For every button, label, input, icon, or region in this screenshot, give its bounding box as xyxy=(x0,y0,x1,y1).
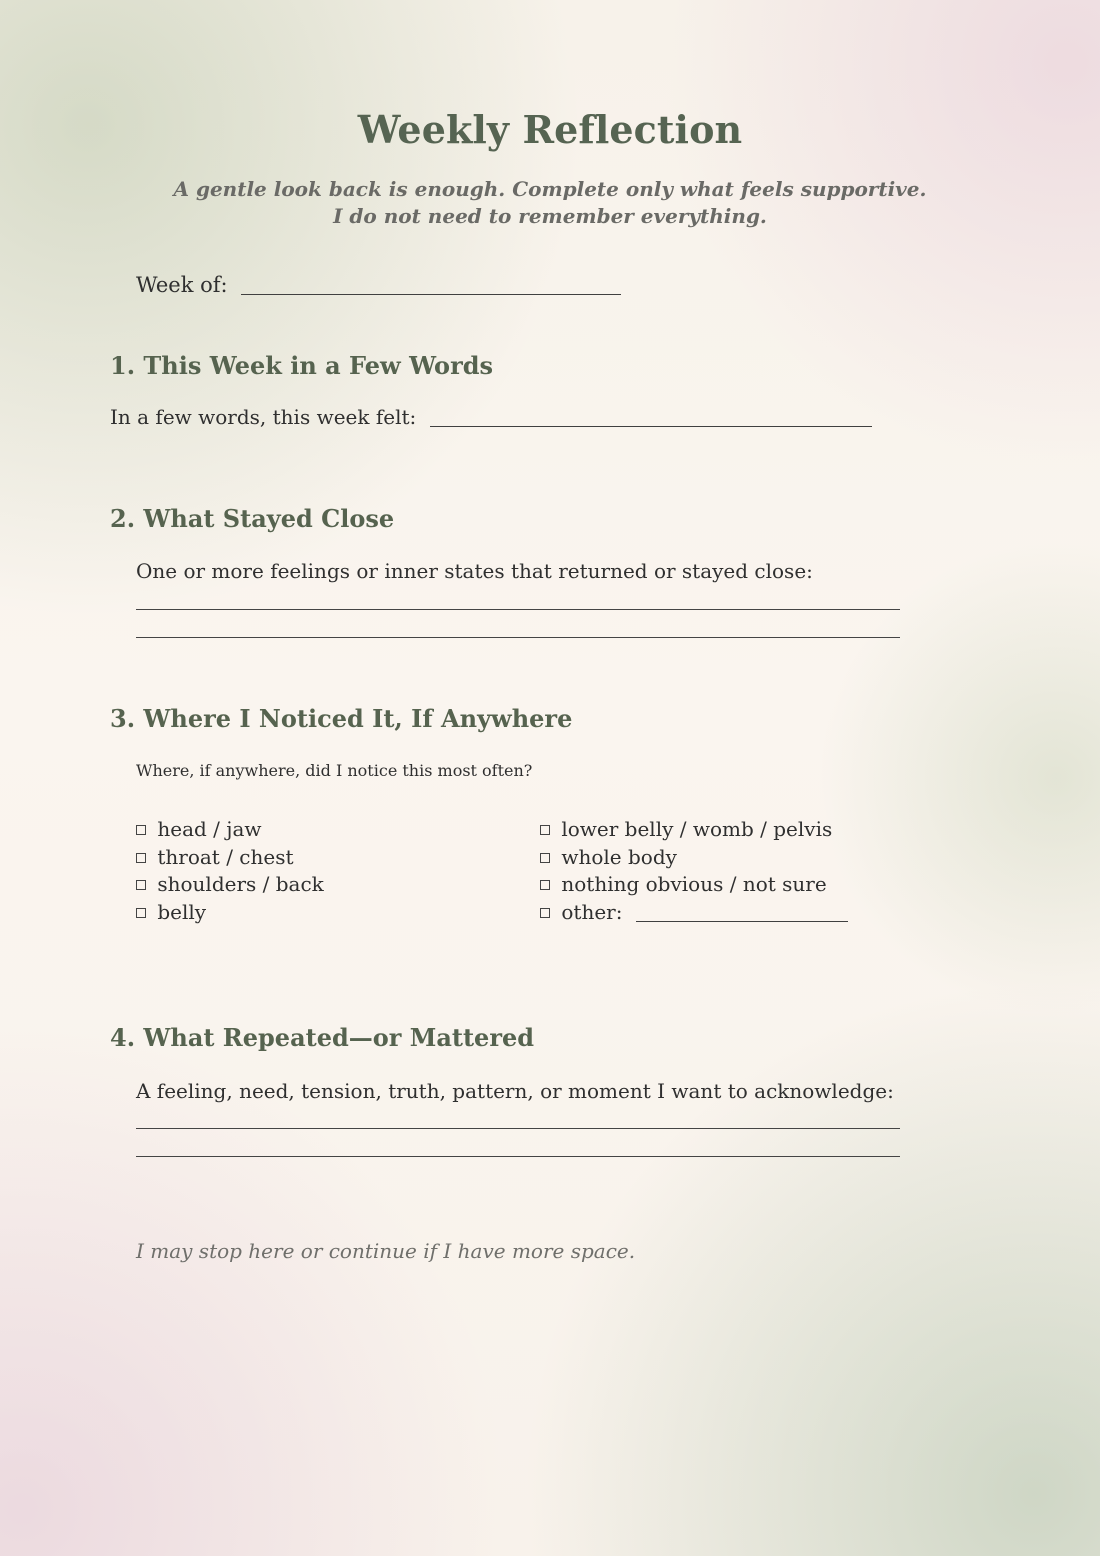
week-of-fill-line[interactable] xyxy=(241,276,621,295)
section-2-writing-line-1[interactable] xyxy=(136,609,900,610)
section-2-writing-line-2[interactable] xyxy=(136,637,900,638)
option-whole-body[interactable] xyxy=(540,844,960,872)
option-label: lower belly / womb / pelvis xyxy=(561,817,833,841)
option-label: other: xyxy=(561,899,623,924)
section-4-prompt: A feeling, need, tension, truth, pattern, or moment I want to acknowledge: xyxy=(136,1079,894,1103)
other-fill-line[interactable] xyxy=(636,903,848,922)
subtitle-line-1: A gentle look back is enough. Complete only what feels supportive. xyxy=(173,177,927,201)
section-3-options-right xyxy=(540,816,960,926)
checkbox-icon[interactable] xyxy=(136,908,146,918)
section-3-prompt: Where, if anywhere, did I notice this most often? xyxy=(136,761,533,780)
checkbox-icon[interactable] xyxy=(136,825,146,835)
option-label: nothing obvious / not sure xyxy=(561,872,827,896)
section-1-prompt: In a few words, this week felt: xyxy=(110,405,417,429)
checkbox-icon[interactable] xyxy=(540,908,550,918)
option-label: shoulders / back xyxy=(157,872,324,896)
section-1-title: 1. This Week in a Few Words xyxy=(110,351,494,380)
option-label: whole body xyxy=(561,844,677,869)
checkbox-icon[interactable] xyxy=(540,880,550,890)
closing-note: I may stop here or continue if I have more space. xyxy=(136,1239,636,1263)
checkbox-icon[interactable] xyxy=(540,825,550,835)
week-of-label: Week of: xyxy=(136,273,228,297)
option-other[interactable] xyxy=(540,899,960,927)
section-4-writing-line-2[interactable] xyxy=(136,1156,900,1157)
option-label: throat / chest xyxy=(157,844,294,869)
option-lower-belly-womb-pelvis[interactable] xyxy=(540,816,960,844)
week-of-row xyxy=(136,273,621,298)
section-3-options-left xyxy=(136,816,456,926)
section-2-prompt: One or more feelings or inner states that returned or stayed close: xyxy=(136,559,813,583)
option-label: head / jaw xyxy=(157,817,262,841)
checkbox-icon[interactable] xyxy=(136,880,146,890)
subtitle-line-2: I do not need to remember everything. xyxy=(333,204,767,228)
section-1-prompt-row xyxy=(110,405,872,429)
section-1-fill-line[interactable] xyxy=(430,408,872,427)
option-label: belly xyxy=(157,899,207,924)
option-head-jaw[interactable] xyxy=(136,816,456,844)
option-shoulders-back[interactable] xyxy=(136,871,456,899)
option-belly[interactable] xyxy=(136,899,456,927)
section-2-title: 2. What Stayed Close xyxy=(110,504,395,533)
option-throat-chest[interactable] xyxy=(136,844,456,872)
checkbox-icon[interactable] xyxy=(136,853,146,863)
section-3-title: 3. Where I Noticed It, If Anywhere xyxy=(110,704,573,733)
page-title: Weekly Reflection xyxy=(357,107,743,152)
section-4-writing-line-1[interactable] xyxy=(136,1128,900,1129)
checkbox-icon[interactable] xyxy=(540,853,550,863)
section-4-title: 4. What Repeated—or Mattered xyxy=(110,1023,535,1052)
option-nothing-obvious-not-sure[interactable] xyxy=(540,871,960,899)
